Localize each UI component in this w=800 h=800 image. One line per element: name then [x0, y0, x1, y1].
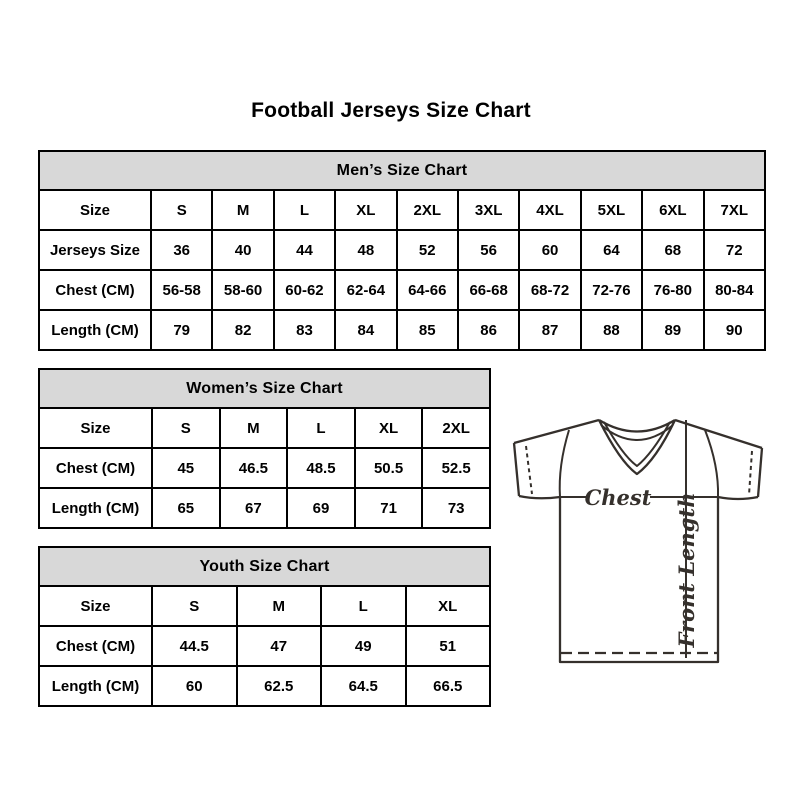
row-label: Length (CM): [39, 666, 152, 706]
size-value: 52.5: [422, 448, 490, 488]
size-value: 3XL: [458, 190, 519, 230]
table-title: Men’s Size Chart: [39, 151, 765, 190]
size-value: 46.5: [220, 448, 288, 488]
size-value: 72: [704, 230, 765, 270]
womens-size-table: [38, 368, 491, 529]
size-value: M: [220, 408, 288, 448]
right-underarm-line: [718, 497, 758, 499]
table-row: [39, 190, 765, 230]
left-shoulder-line: [514, 420, 599, 443]
table-title: Women’s Size Chart: [39, 369, 490, 408]
size-value: 71: [355, 488, 423, 528]
size-value: 47: [237, 626, 322, 666]
right-cuff-dashed-line: [749, 451, 752, 495]
row-label: Length (CM): [39, 310, 151, 350]
size-value: 4XL: [519, 190, 580, 230]
table-title: Youth Size Chart: [39, 547, 490, 586]
size-value: 69: [287, 488, 355, 528]
row-label: Chest (CM): [39, 626, 152, 666]
size-value: 64-66: [397, 270, 458, 310]
table-row: [39, 310, 765, 350]
left-underarm-line: [519, 496, 560, 498]
front-length-label: Front Length: [674, 492, 699, 648]
mens-size-table: [38, 150, 766, 351]
size-value: 64.5: [321, 666, 406, 706]
size-value: 73: [422, 488, 490, 528]
size-value: 60-62: [274, 270, 335, 310]
table-title-row: [39, 151, 765, 190]
table-row: [39, 408, 490, 448]
size-value: L: [321, 586, 406, 626]
size-value: 2XL: [397, 190, 458, 230]
size-value: 64: [581, 230, 642, 270]
size-value: 60: [152, 666, 237, 706]
table-row: [39, 448, 490, 488]
row-label: Chest (CM): [39, 270, 151, 310]
size-value: 40: [212, 230, 273, 270]
size-value: L: [274, 190, 335, 230]
size-value: 51: [406, 626, 491, 666]
table-row: [39, 586, 490, 626]
size-value: 48: [335, 230, 396, 270]
youth-size-table: [38, 546, 491, 707]
size-value: 7XL: [704, 190, 765, 230]
size-value: 58-60: [212, 270, 273, 310]
size-value: 62.5: [237, 666, 322, 706]
table-row: [39, 270, 765, 310]
size-value: 89: [642, 310, 703, 350]
size-value: 52: [397, 230, 458, 270]
table-row: [39, 666, 490, 706]
size-value: XL: [335, 190, 396, 230]
page-title: Football Jerseys Size Chart: [251, 99, 531, 122]
size-value: 86: [458, 310, 519, 350]
size-value: 2XL: [422, 408, 490, 448]
jersey-measurement-diagram: [498, 410, 770, 672]
size-value: 68-72: [519, 270, 580, 310]
size-value: 45: [152, 448, 220, 488]
row-label: Size: [39, 190, 151, 230]
collar-back-arc: [599, 420, 675, 432]
size-value: 66.5: [406, 666, 491, 706]
size-value: 62-64: [335, 270, 396, 310]
size-value: 66-68: [458, 270, 519, 310]
chest-label: Chest: [584, 485, 652, 510]
size-value: 50.5: [355, 448, 423, 488]
size-value: 60: [519, 230, 580, 270]
left-cuff-dashed-line: [526, 446, 532, 494]
right-shoulder-line: [675, 420, 762, 448]
size-value: 44: [274, 230, 335, 270]
row-label: Size: [39, 408, 152, 448]
right-sleeve-cuff: [758, 448, 762, 497]
table-row: [39, 488, 490, 528]
jersey-outline-icon: [498, 410, 770, 672]
size-value: 6XL: [642, 190, 703, 230]
size-value: 65: [152, 488, 220, 528]
vneck-inner-line: [604, 422, 670, 466]
left-armhole-seam: [560, 430, 569, 497]
size-value: 88: [581, 310, 642, 350]
size-value: M: [212, 190, 273, 230]
size-value: 82: [212, 310, 273, 350]
size-value: 87: [519, 310, 580, 350]
row-label: Jerseys Size: [39, 230, 151, 270]
size-value: L: [287, 408, 355, 448]
size-value: 84: [335, 310, 396, 350]
size-value: 85: [397, 310, 458, 350]
row-label: Length (CM): [39, 488, 152, 528]
table-title-row: [39, 369, 490, 408]
size-value: 5XL: [581, 190, 642, 230]
size-value: 90: [704, 310, 765, 350]
size-value: 67: [220, 488, 288, 528]
row-label: Size: [39, 586, 152, 626]
size-value: XL: [406, 586, 491, 626]
size-value: 76-80: [642, 270, 703, 310]
table-title-row: [39, 547, 490, 586]
size-value: 44.5: [152, 626, 237, 666]
left-sleeve-cuff: [514, 443, 519, 496]
row-label: Chest (CM): [39, 448, 152, 488]
size-value: S: [151, 190, 212, 230]
table-row: [39, 626, 490, 666]
size-value: 72-76: [581, 270, 642, 310]
size-value: S: [152, 408, 220, 448]
right-armhole-seam: [705, 430, 718, 497]
table-row: [39, 230, 765, 270]
size-value: 68: [642, 230, 703, 270]
size-value: 49: [321, 626, 406, 666]
size-value: 80-84: [704, 270, 765, 310]
size-value: 36: [151, 230, 212, 270]
size-value: 56-58: [151, 270, 212, 310]
size-value: 79: [151, 310, 212, 350]
size-value: M: [237, 586, 322, 626]
size-value: XL: [355, 408, 423, 448]
size-value: S: [152, 586, 237, 626]
size-value: 48.5: [287, 448, 355, 488]
size-value: 83: [274, 310, 335, 350]
size-value: 56: [458, 230, 519, 270]
